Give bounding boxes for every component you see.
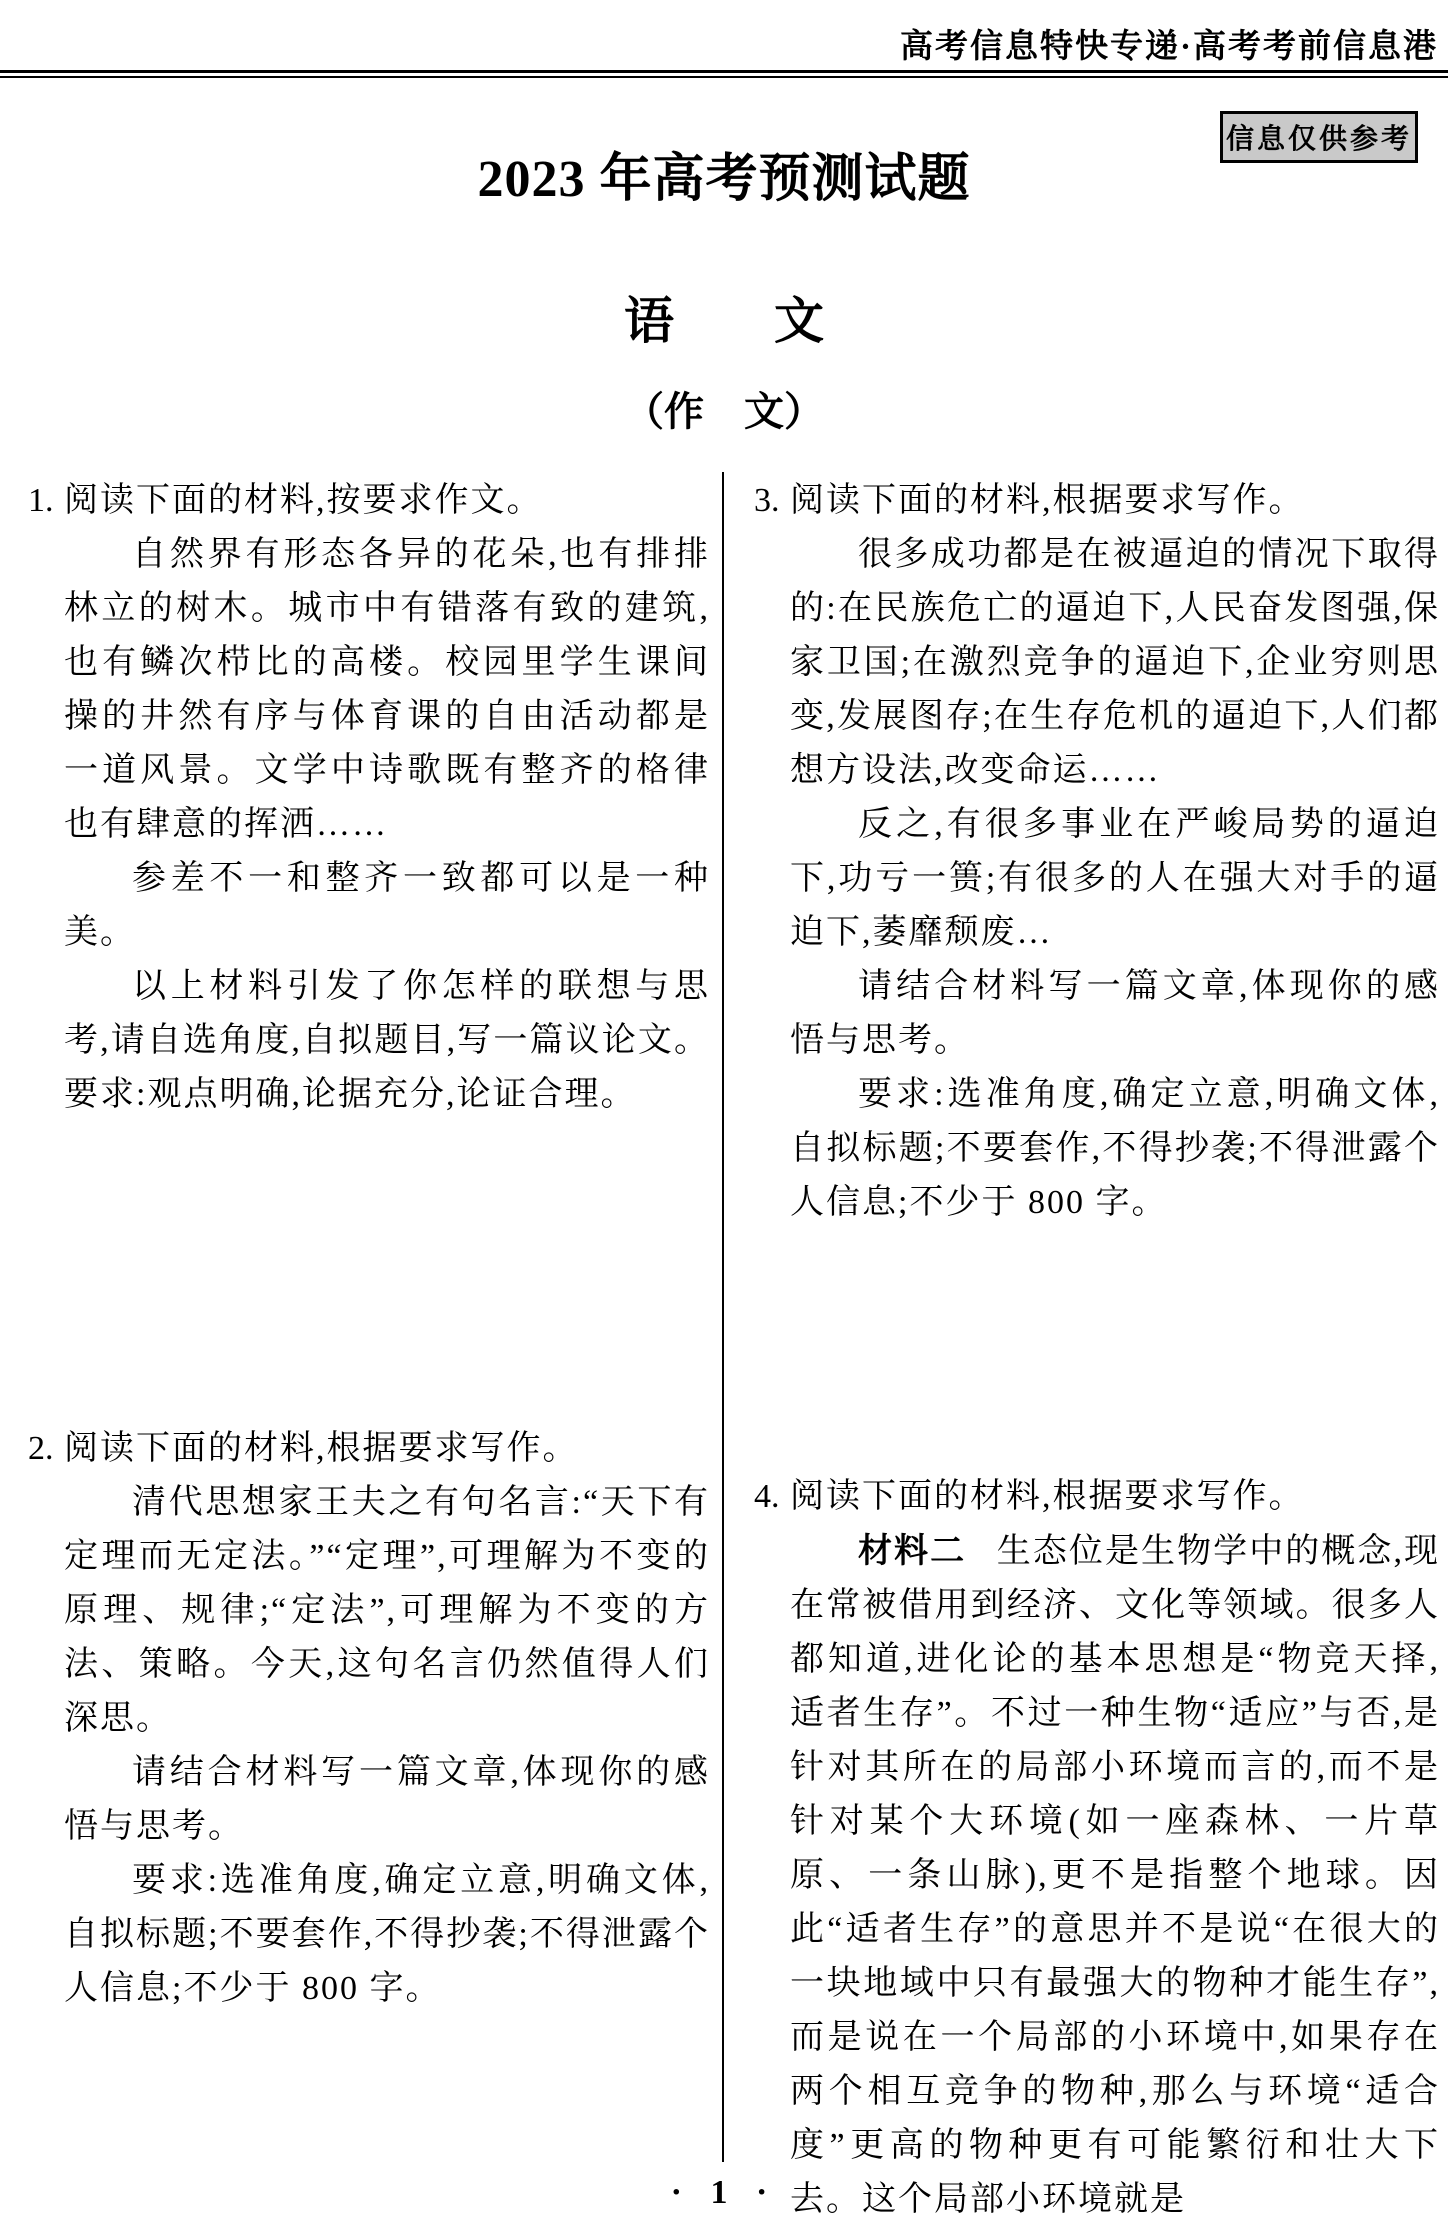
question-3-stem-line bbox=[754, 474, 1440, 528]
question-3-requirements: 要求:选准角度,确定立意,明确文体,自拟标题;不要套作,不得抄袭;不得泄露个人信息;不少于 800 字。 bbox=[790, 1076, 1440, 1221]
notice-box: 信息仅供参考 bbox=[1220, 111, 1418, 163]
page-number: · 1 · bbox=[670, 2174, 778, 2211]
question-4-material-label: 材料二 bbox=[858, 1532, 967, 1570]
exam-title: 2023 年高考预测试题 bbox=[477, 151, 971, 208]
question-1-stem-line bbox=[28, 474, 710, 528]
question-3 bbox=[754, 474, 1440, 1230]
question-3-material: 反之,有很多事业在严峻局势的逼迫下,功亏一篑;有很多的人在强大对手的逼迫下,萎靡颓废… bbox=[790, 806, 1440, 951]
right-column bbox=[754, 474, 1440, 2227]
question-2-task: 请结合材料写一篇文章,体现你的感悟与思考。 bbox=[64, 1754, 710, 1845]
subject-title: 语 文 bbox=[624, 293, 824, 349]
question-3-number: 3. bbox=[754, 482, 780, 519]
question-2-requirements: 要求:选准角度,确定立意,明确文体,自拟标题;不要套作,不得抄袭;不得泄露个人信息;不少于 800 字。 bbox=[64, 1862, 710, 2007]
question-3-task: 请结合材料写一篇文章,体现你的感悟与思考。 bbox=[790, 968, 1440, 1059]
question-1-requirements: 以上材料引发了你怎样的联想与思考,请自选角度,自拟题目,写一篇议论文。要求:观点明确,论据充分,论证合理。 bbox=[64, 968, 710, 1113]
question-4-material bbox=[790, 1524, 1440, 2227]
question-1-number: 1. bbox=[28, 482, 54, 519]
question-1-material: 自然界有形态各异的花朵,也有排排林立的树木。城市中有错落有致的建筑,也有鳞次栉比的高楼。校园里学生课间操的井然有序与体育课的自由活动都是一道风景。文学中诗歌既有整齐的格律也有肆意的挥洒…… bbox=[64, 536, 710, 843]
question-4 bbox=[754, 1470, 1440, 2227]
section-title: （作 文） bbox=[624, 390, 824, 434]
question-4-stem: 阅读下面的材料,根据要求写作。 bbox=[790, 1478, 1305, 1515]
question-1-stem: 阅读下面的材料,按要求作文。 bbox=[64, 482, 543, 519]
question-2-stem-line bbox=[28, 1422, 710, 1476]
question-2-material: 清代思想家王夫之有句名言:“天下有定理而无定法。”“定理”,可理解为不变的原理、规律;“定法”,可理解为不变的方法、策略。今天,这句名言仍然值得人们深思。 bbox=[64, 1484, 710, 1737]
question-2-number: 2. bbox=[28, 1430, 54, 1467]
masthead-text: 高考信息特快专递·高考考前信息港 bbox=[899, 29, 1438, 65]
question-4-material-text: 生态位是生物学中的概念,现在常被借用到经济、文化等领域。很多人都知道,进化论的基本思想是“物竞天择,适者生存”。不过一种生物“适应”与否,是针对其所在的局部小环境而言的,而不是针对某个大环境(如一座森林、一片草原、一条山脉),更不是指整个地球。因此“适者生存”的意思并不是说“在很大的一块地域中只有最强大的物种才能生存”,而是说在一个局部的小环境中,如果存在两个相互竞争的物种,那么与环境“适合度”更高的物种更有可能繁衍和壮大下去。这个局部小环境就是 bbox=[790, 1533, 1441, 2218]
question-4-stem-line bbox=[754, 1470, 1440, 1524]
question-1 bbox=[28, 474, 710, 1122]
question-3-material: 很多成功都是在被逼迫的情况下取得的:在民族危亡的逼迫下,人民奋发图强,保家卫国;在激烈竞争的逼迫下,企业穷则思变,发展图存;在生存危机的逼迫下,人们都想方设法,改变命运…… bbox=[790, 536, 1440, 789]
column-divider bbox=[722, 472, 724, 2162]
question-2 bbox=[28, 1422, 710, 2016]
question-1-material: 参差不一和整齐一致都可以是一种美。 bbox=[64, 860, 710, 951]
question-4-number: 4. bbox=[754, 1478, 780, 1515]
left-column bbox=[28, 474, 710, 2016]
question-2-stem: 阅读下面的材料,根据要求写作。 bbox=[64, 1430, 579, 1467]
question-3-stem: 阅读下面的材料,根据要求写作。 bbox=[790, 482, 1305, 519]
header-double-rule bbox=[0, 70, 1448, 78]
